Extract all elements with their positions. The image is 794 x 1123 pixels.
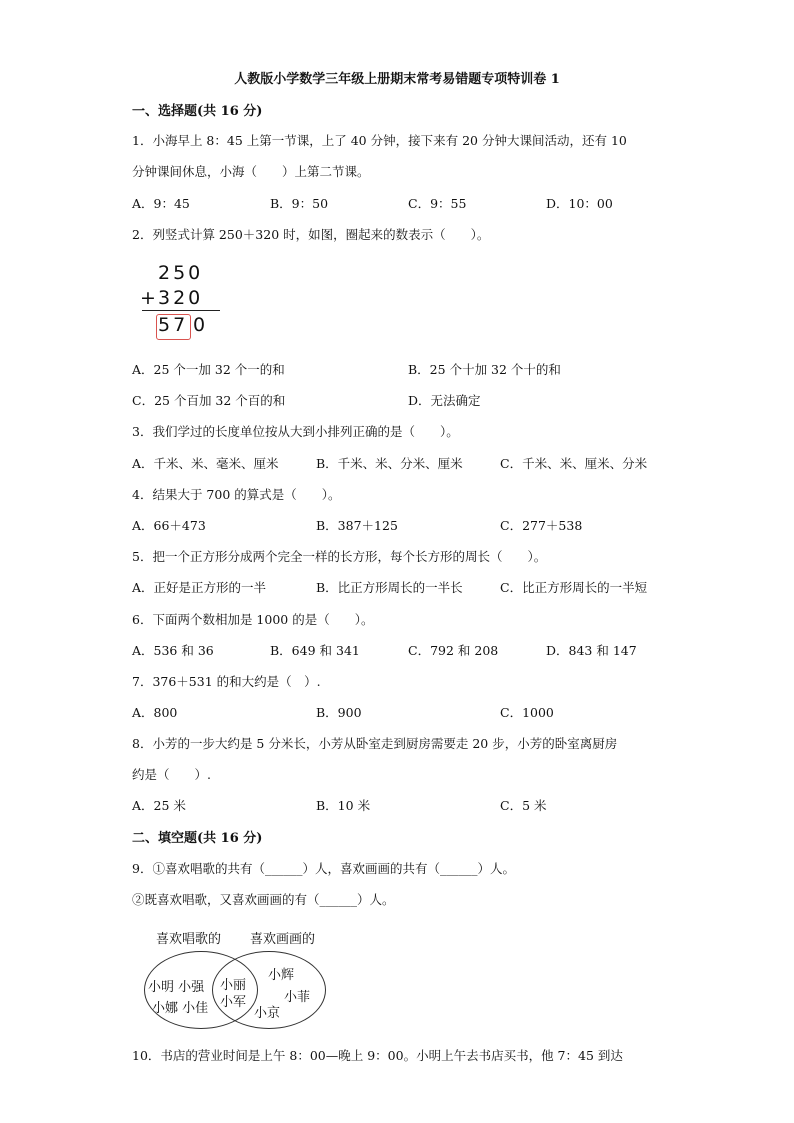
sum-circled-digits: 57 [158,314,189,336]
venn-left-names-2: 小娜 小佳 [152,1001,209,1016]
sum-last-digit: 0 [193,314,209,336]
q2-option-d[interactable]: D．无法确定 [408,393,481,408]
question-7-text: 7．376＋531 的和大约是（ ）. [132,674,321,689]
venn-label-singing: 喜欢唱歌的 [156,932,222,947]
q1-option-b[interactable]: B．9：50 [270,196,329,211]
venn-diagram [140,928,340,1028]
q7-option-a[interactable]: A．800 [132,705,178,720]
question-4-text: 4．结果大于 700 的算式是（ ）。 [132,487,341,502]
question-5-text: 5．把一个正方形分成两个完全一样的长方形，每个长方形的周长（ ）。 [132,549,547,564]
q5-option-c[interactable]: C．比正方形周长的一半短 [500,580,648,595]
q3-option-b[interactable]: B．千米、米、分米、厘米 [316,456,463,471]
q8-option-a[interactable]: A．25 米 [132,798,186,813]
section-heading-fill: 二、填空题(共 16 分) [132,831,263,846]
q2-option-a[interactable]: A．25 个一加 32 个一的和 [132,362,285,377]
question-3-text: 3．我们学过的长度单位按从大到小排列正确的是（ ）。 [132,424,459,439]
venn-label-drawing: 喜欢画画的 [250,932,316,947]
q8-option-b[interactable]: B．10 米 [316,798,371,813]
question-9-text-cont: ②既喜欢唱歌，又喜欢画画的有（______）人。 [132,892,395,907]
venn-right-name-3: 小京 [254,1006,281,1021]
venn-right-name-1: 小辉 [268,968,295,983]
q4-option-b[interactable]: B．387＋125 [316,518,398,533]
sum-line [142,310,220,311]
q7-option-c[interactable]: C．1000 [500,705,554,720]
plus-sign: + [140,287,159,309]
question-8-text-cont: 约是（ ）. [132,767,211,782]
q6-option-b[interactable]: B．649 和 341 [270,643,360,658]
vertical-addition-figure [132,258,242,343]
q5-option-a[interactable]: A．正好是正方形的一半 [132,580,267,595]
question-10-text: 10．书店的营业时间是上午 8：00—晚上 9：00。小明上午去书店买书，他 7：45 到达 [132,1048,623,1063]
question-6-text: 6．下面两个数相加是 1000 的是（ ）。 [132,612,374,627]
question-1-text-cont: 分钟课间休息，小海（ ）上第二节课。 [132,164,370,179]
q3-option-a[interactable]: A．千米、米、毫米、厘米 [132,456,279,471]
q1-option-d[interactable]: D．10：00 [546,196,613,211]
question-8-text: 8．小芳的一步大约是 5 分米长，小芳从卧室走到厨房需要走 20 步，小芳的卧室离厨房 [132,736,618,751]
question-1-text: 1．小海早上 8：45 上第一节课，上了 40 分钟，接下来有 20 分钟大课间活动，还有 10 [132,133,627,148]
question-2-text: 2．列竖式计算 250＋320 时，如图，圈起来的数表示（ ）。 [132,227,490,242]
section-heading-choice: 一、选择题(共 16 分) [132,104,263,119]
page-title: 人教版小学数学三年级上册期末常考易错题专项特训卷 1 [234,72,560,87]
q1-option-c[interactable]: C．9：55 [408,196,467,211]
q2-option-c[interactable]: C．25 个百加 32 个百的和 [132,393,286,408]
q4-option-c[interactable]: C．277＋538 [500,518,583,533]
q3-option-c[interactable]: C．千米、米、厘米、分米 [500,456,648,471]
q6-option-c[interactable]: C．792 和 208 [408,643,499,658]
venn-left-names-1: 小明 小强 [148,980,205,995]
venn-overlap-name-1: 小丽 [220,978,247,993]
question-9-text: 9．①喜欢唱歌的共有（______）人，喜欢画画的共有（______）人。 [132,861,515,876]
q5-option-b[interactable]: B．比正方形周长的一半长 [316,580,463,595]
venn-right-name-2: 小菲 [284,990,311,1005]
q6-option-a[interactable]: A．536 和 36 [132,643,214,658]
venn-overlap-name-2: 小军 [220,995,247,1010]
q2-option-b[interactable]: B．25 个十加 32 个十的和 [408,362,561,377]
q6-option-d[interactable]: D．843 和 147 [546,643,637,658]
q7-option-b[interactable]: B．900 [316,705,362,720]
addend-2: 320 [158,287,204,309]
q1-option-a[interactable]: A．9：45 [132,196,190,211]
q8-option-c[interactable]: C．5 米 [500,798,547,813]
addend-1: 250 [158,262,204,284]
q4-option-a[interactable]: A．66＋473 [132,518,206,533]
